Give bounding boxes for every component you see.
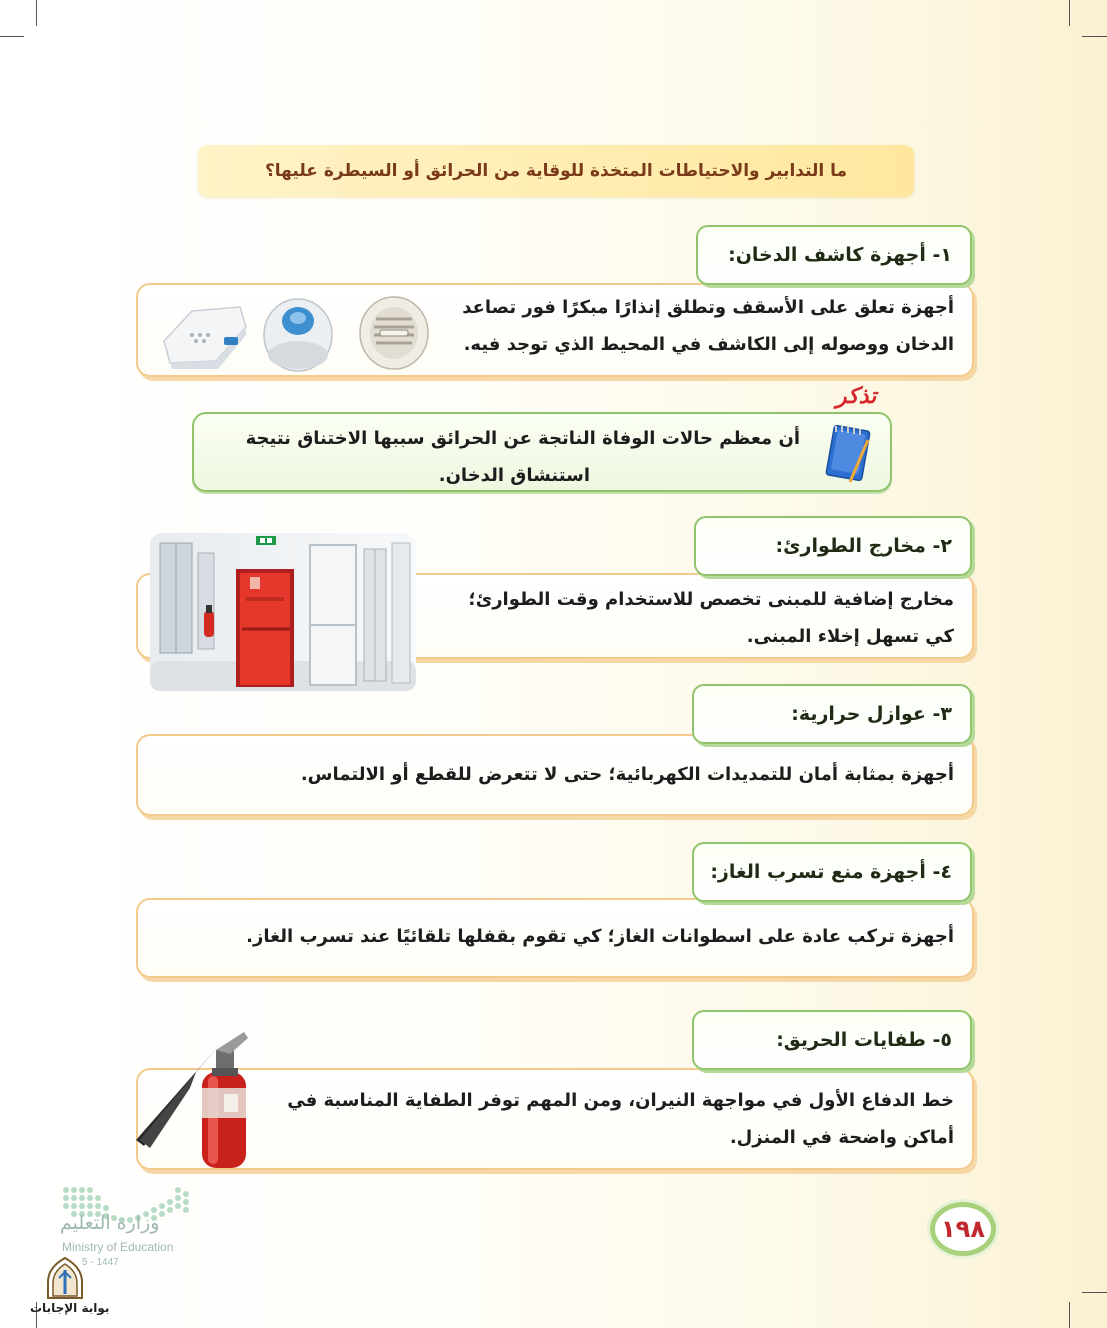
text-line: مخارج إضافية للمبنى تخصص للاستخدام وقت الطوارئ؛ (468, 589, 954, 610)
crop-mark (1069, 0, 1070, 26)
section-text (154, 918, 954, 955)
section-text (254, 1082, 954, 1156)
section-text (434, 289, 954, 363)
text-line: أجهزة تعلق على الأسقف وتطلق إنذارًا مبكرًا فور تصاعد (462, 297, 954, 318)
portal-logo-icon (44, 1256, 86, 1300)
section-heading-emergency-exits (694, 516, 972, 576)
question-title: ما التدابير والاحتياطات المتخذة للوقاية من الحرائق أو السيطرة عليها؟ (264, 161, 848, 181)
edition-year: 5 - 1447 (82, 1257, 119, 1268)
section-text (154, 756, 954, 793)
section-body-thermal-insulators (136, 734, 974, 816)
remember-label: تذكر (836, 384, 877, 409)
text-line: استنشاق الدخان. (438, 465, 590, 486)
section-heading-thermal-insulators (692, 684, 972, 744)
smoke-detector-icon (162, 291, 442, 373)
section-body-fire-extinguishers (136, 1068, 974, 1170)
text-line: خط الدفاع الأول في مواجهة النيران، ومن المهم توفر الطفاية المناسبة في (287, 1090, 954, 1111)
remember-text (210, 420, 800, 494)
section-heading-text: ٣- عوازل حرارية: (791, 703, 952, 725)
section-body-gas-leak-devices (136, 898, 974, 978)
text-line: كي تسهل إخلاء المبنى. (746, 626, 954, 647)
remember-note-box (192, 412, 892, 492)
section-body-smoke-detectors (136, 283, 974, 377)
question-title-bar (198, 145, 914, 197)
ministry-name-arabic: وزارة التعليم (60, 1212, 160, 1234)
crop-mark (1082, 36, 1107, 37)
fire-extinguisher-icon (132, 1028, 252, 1170)
notepad-icon (824, 420, 878, 486)
section-heading-fire-extinguishers (692, 1010, 972, 1070)
page-number: ١٩٨ (930, 1202, 996, 1256)
smoke-detector-flat-icon (164, 307, 246, 369)
crop-mark (1069, 1302, 1070, 1328)
crop-mark (1082, 1292, 1107, 1293)
section-heading-text: ٥- طفايات الحريق: (776, 1029, 952, 1051)
text-line: الدخان ووصوله إلى الكاشف في المحيط الذي توجد فيه. (463, 334, 954, 355)
crop-mark (0, 36, 24, 37)
crop-mark (36, 0, 37, 26)
section-text (414, 581, 954, 655)
ministry-name-english: Ministry of Education (62, 1240, 174, 1254)
section-heading-text: ٢- مخارج الطوارئ: (775, 535, 952, 557)
text-line: أجهزة بمثابة أمان للتمديدات الكهربائية؛ حتى لا تتعرض للقطع أو الالتماس. (300, 764, 954, 785)
portal-name: بوابة الإجابات (30, 1301, 110, 1315)
text-line: أماكن واضحة في المنزل. (729, 1127, 954, 1148)
smoke-detector-dome-icon (264, 299, 332, 371)
section-heading-gas-leak-devices (692, 842, 972, 902)
text-line: أن معظم حالات الوفاة الناتجة عن الحرائق سببها الاختناق نتيجة (245, 428, 800, 449)
emergency-exit-door-icon (150, 533, 416, 691)
section-heading-smoke-detectors (696, 225, 972, 285)
section-heading-text: ١- أجهزة كاشف الدخان: (728, 244, 952, 266)
section-heading-text: ٤- أجهزة منع تسرب الغاز: (710, 861, 952, 883)
smoke-detector-grille-icon (360, 297, 428, 369)
text-line: أجهزة تركب عادة على اسطوانات الغاز؛ كي تقوم بقفلها تلقائيًا عند تسرب الغاز. (246, 926, 954, 947)
